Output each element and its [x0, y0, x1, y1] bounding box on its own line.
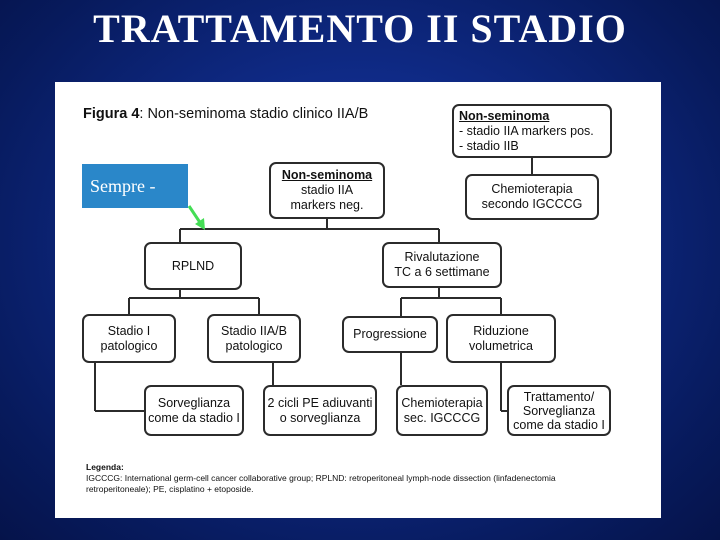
node-title: Non-seminoma	[281, 168, 373, 182]
node-line: Rivalutazione	[404, 250, 480, 264]
node-line: - stadio IIA markers pos.	[459, 123, 594, 138]
node-line: Riduzione	[473, 323, 529, 338]
node-line: markers neg.	[290, 198, 364, 212]
node-line: patologico	[225, 338, 283, 353]
node-sorveglianza	[144, 385, 244, 436]
sempre-callout: Sempre -	[82, 164, 188, 208]
node-line: patologico	[100, 338, 158, 353]
node-rplnd	[144, 242, 242, 290]
node-line: come da stadio I	[513, 417, 605, 432]
node-line: Stadio IIA/B	[220, 323, 287, 338]
legend-line: IGCCCG: International germ-cell cancer collaborative group; RPLND: retroperitoneal lymph-node dissection (linfadenectomia	[86, 473, 556, 483]
node-rivalutazione	[382, 242, 502, 288]
figure-panel	[55, 82, 661, 518]
node-line: Chemioterapia	[401, 395, 483, 410]
node-trattamento-sorveglianza	[507, 385, 611, 436]
node-line: 2 cicli PE adiuvanti	[267, 395, 373, 410]
node-line: Progressione	[353, 327, 427, 341]
legend-title: Legenda:	[86, 462, 124, 472]
node-line: sec. IGCCCG	[403, 410, 481, 425]
node-line: o sorveglianza	[279, 410, 361, 425]
slide-title: TRATTAMENTO II STADIO	[93, 6, 627, 51]
node-line: Chemioterapia	[491, 182, 573, 196]
figure-caption-text: : Non-seminoma stadio clinico IIA/B	[139, 106, 369, 122]
node-stadio-i-patologico	[82, 314, 176, 363]
node-stadio-iiab-patologico	[207, 314, 301, 363]
node-line: Stadio I	[107, 323, 151, 338]
node-line: volumetrica	[469, 338, 533, 353]
node-cicli-pe	[263, 385, 377, 436]
node-line: Sorveglianza	[522, 403, 596, 418]
node-line: Trattamento/	[523, 389, 595, 404]
callout-arrow-icon	[186, 204, 210, 232]
figure-caption-label: Figura 4	[83, 106, 140, 122]
node-line: - stadio IIB	[459, 138, 519, 153]
node-line: stadio IIA	[300, 183, 354, 197]
figure-caption	[83, 106, 368, 122]
node-progressione	[342, 316, 438, 353]
node-chemioterapia-igcccg	[465, 174, 599, 220]
node-line: TC a 6 settimane	[394, 265, 490, 279]
legend-line: retroperitoneale); PE, cisplatino + etoposide.	[86, 484, 254, 494]
node-line: come da stadio I	[148, 410, 240, 425]
node-riduzione-volumetrica	[446, 314, 556, 363]
node-chemioterapia-sec	[396, 385, 488, 436]
node-line: secondo IGCCCG	[481, 197, 583, 211]
node-non-seminoma-iia-markers-neg	[269, 162, 385, 219]
node-title: Non-seminoma	[459, 108, 550, 123]
node-line: RPLND	[171, 258, 215, 273]
node-non-seminoma-iia-markers-pos	[452, 104, 612, 158]
legend	[86, 462, 626, 495]
node-line: Sorveglianza	[157, 395, 231, 410]
